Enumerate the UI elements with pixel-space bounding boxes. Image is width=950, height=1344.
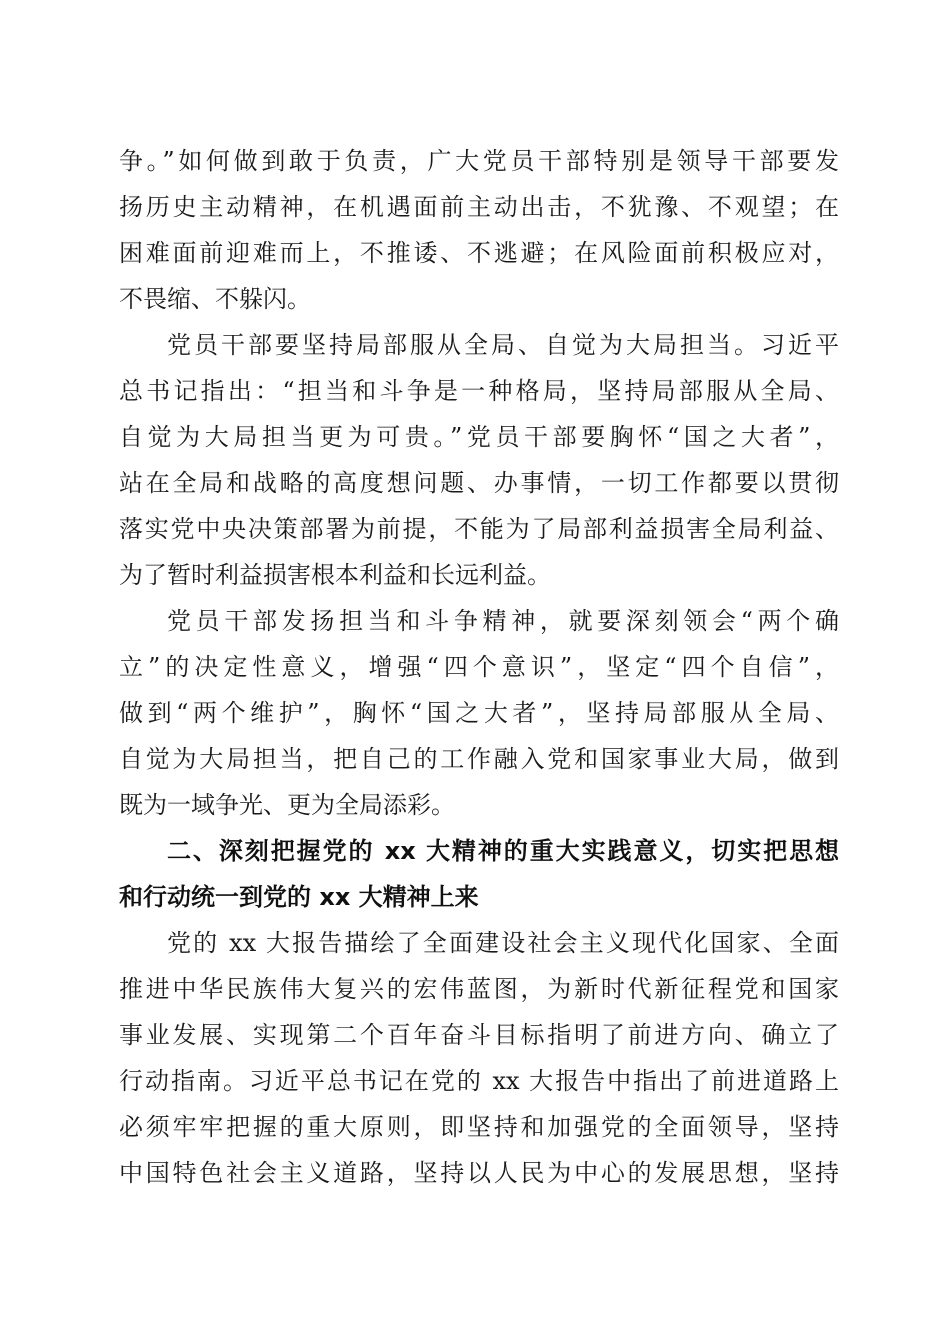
text-line: 做到“两个维护”，胸怀“国之大者”，坚持局部服从全局、 — [119, 699, 839, 727]
text-line: 不畏缩、不躲闪。 — [119, 285, 311, 313]
text-line: 为了暂时利益损害根本利益和长远利益。 — [119, 561, 551, 589]
text-line: 党员干部发扬担当和斗争精神，就要深刻领会“两个确 — [167, 607, 839, 635]
text-line: 党的 xx 大报告描绘了全面建设社会主义现代化国家、全面 — [167, 929, 839, 957]
text-line: 落实党中央决策部署为前提，不能为了局部利益损害全局利益、 — [119, 515, 839, 543]
text-line: 必须牢牢把握的重大原则，即坚持和加强党的全面领导，坚持 — [119, 1113, 839, 1141]
text-line: 党员干部要坚持局部服从全局、自觉为大局担当。习近平 — [167, 331, 839, 359]
heading-line: 二、深刻把握党的 xx 大精神的重大实践意义，切实把思想 — [167, 837, 839, 865]
text-line: 行动指南。习近平总书记在党的 xx 大报告中指出了前进道路上 — [119, 1067, 839, 1095]
text-line: 中国特色社会主义道路，坚持以人民为中心的发展思想，坚持 — [119, 1159, 839, 1187]
text-line: 立”的决定性意义，增强“四个意识”，坚定“四个自信”， — [119, 653, 839, 681]
text-line: 自觉为大局担当更为可贵。”党员干部要胸怀“国之大者”， — [119, 423, 839, 451]
text-line: 既为一域争光、更为全局添彩。 — [119, 791, 455, 819]
text-line: 困难面前迎难而上，不推诿、不逃避；在风险面前积极应对， — [119, 239, 839, 267]
text-line: 事业发展、实现第二个百年奋斗目标指明了前进方向、确立了 — [119, 1021, 839, 1049]
text-line: 总书记指出：“担当和斗争是一种格局，坚持局部服从全局、 — [119, 377, 839, 405]
text-line: 站在全局和战略的高度想问题、办事情，一切工作都要以贯彻 — [119, 469, 839, 497]
text-line: 自觉为大局担当，把自己的工作融入党和国家事业大局，做到 — [119, 745, 839, 773]
heading-line: 和行动统一到党的 xx 大精神上来 — [119, 883, 479, 911]
text-line: 扬历史主动精神，在机遇面前主动出击，不犹豫、不观望；在 — [119, 193, 839, 221]
text-line: 推进中华民族伟大复兴的宏伟蓝图，为新时代新征程党和国家 — [119, 975, 839, 1003]
text-line: 争。”如何做到敢于负责，广大党员干部特别是领导干部要发 — [119, 147, 839, 175]
